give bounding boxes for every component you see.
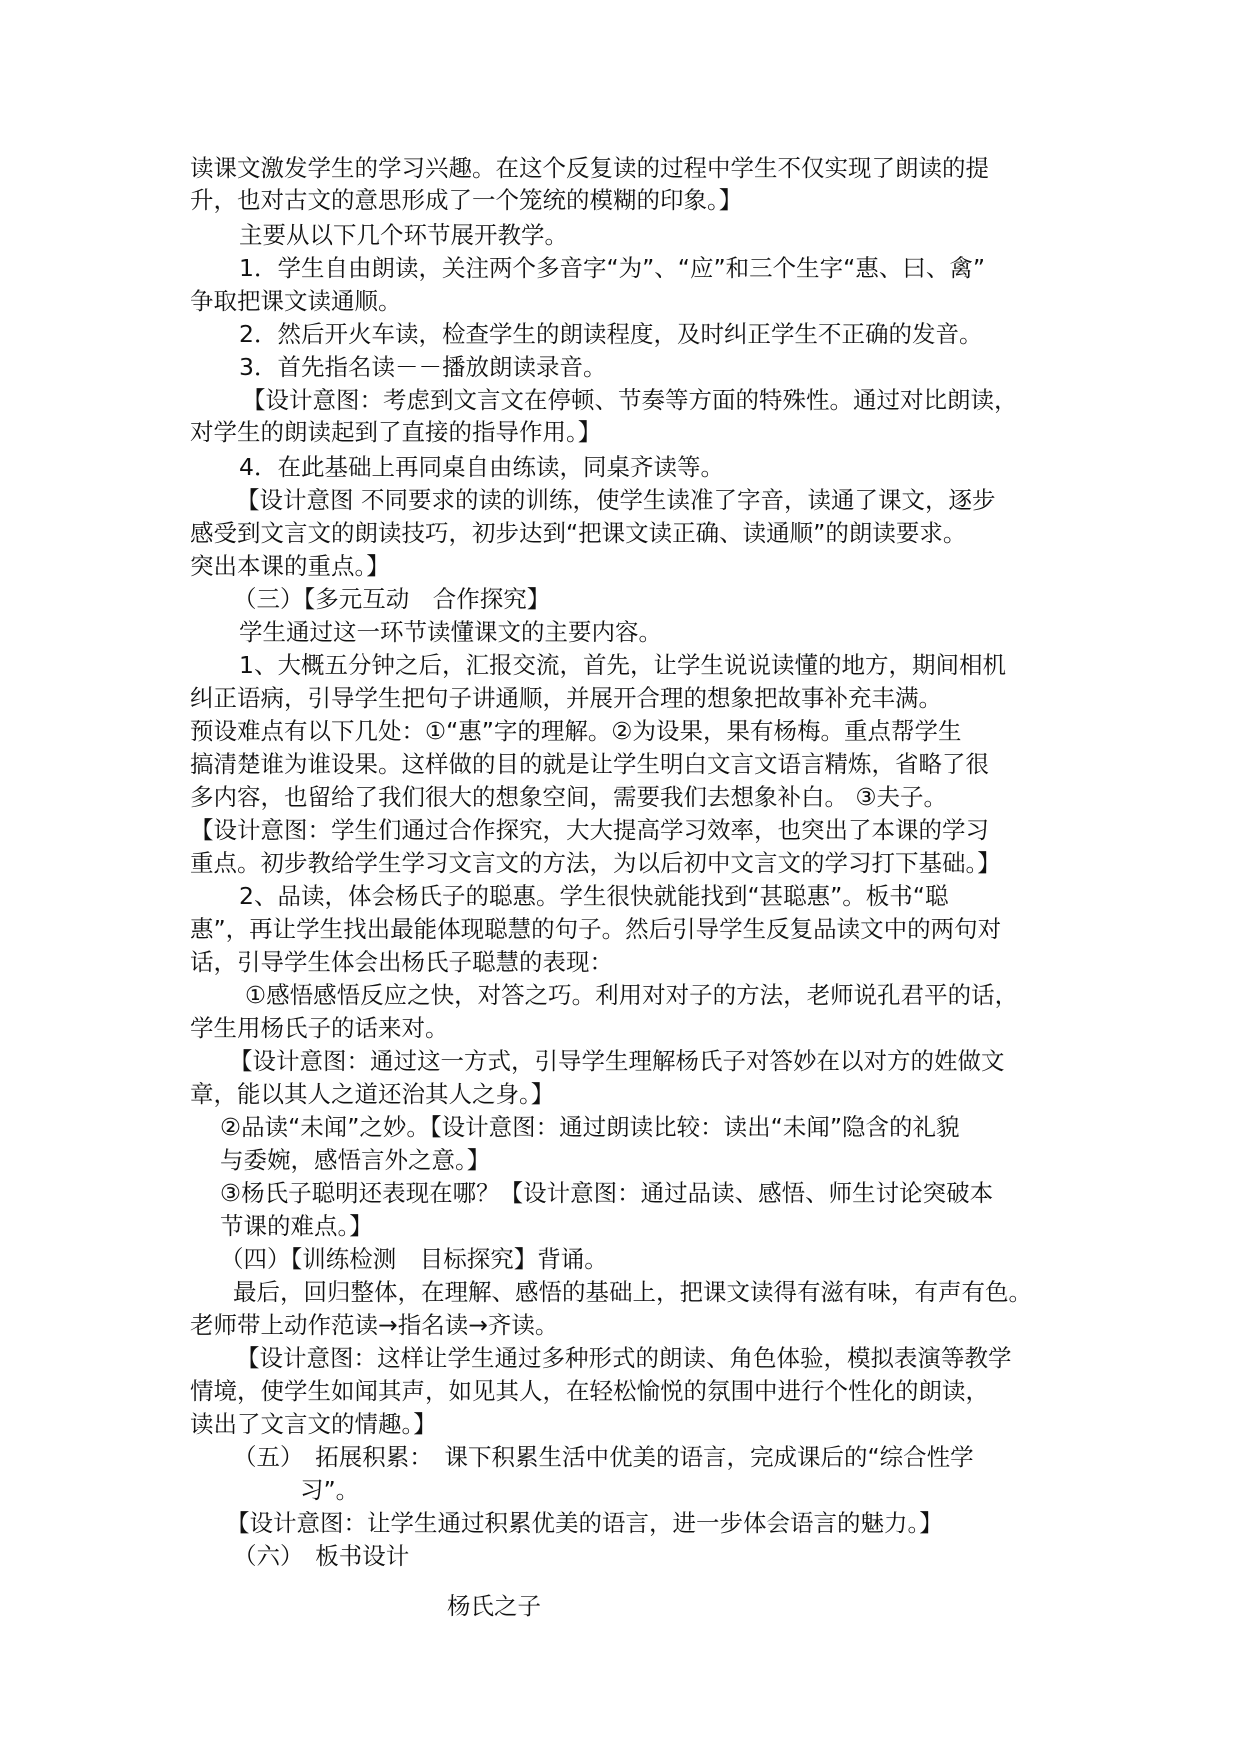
text-line: 【设计意图：这样让学生通过多种形式的朗读、角色体验，模拟表演等教学 bbox=[236, 1344, 1012, 1372]
section-heading: （六） 板书设计 bbox=[233, 1542, 410, 1570]
text-line: ③杨氏子聪明还表现在哪？【设计意图：通过品读、感悟、师生讨论突破本 bbox=[220, 1179, 994, 1207]
text-line: 老师带上动作范读→指名读→齐读。 bbox=[190, 1311, 559, 1339]
text-line: 预设难点有以下几处：①“惠”字的理解。②为设果，果有杨梅。重点帮学生 bbox=[190, 717, 962, 745]
text-line: 学生用杨氏子的话来对。 bbox=[190, 1014, 449, 1042]
section-heading: （五） 拓展积累： 课下积累生活中优美的语言，完成课后的“综合性学 bbox=[233, 1443, 974, 1471]
text-line: 纠正语病，引导学生把句子讲通顺，并展开合理的想象把故事补充丰满。 bbox=[190, 684, 942, 712]
board-design-title: 杨氏之子 bbox=[447, 1592, 541, 1620]
text-line: 3．首先指名读－－播放朗读录音。 bbox=[239, 353, 607, 381]
text-line: 最后，回归整体，在理解、感悟的基础上，把课文读得有滋有味，有声有色。 bbox=[233, 1278, 1032, 1306]
section-heading: （三）【多元互动 合作探究】 bbox=[233, 585, 551, 613]
text-line: 学生通过这一环节读懂课文的主要内容。 bbox=[239, 618, 662, 646]
text-line: 1、大概五分钟之后，汇报交流，首先，让学生说说读懂的地方，期间相机 bbox=[239, 651, 1006, 679]
text-line: 争取把课文读通顺。 bbox=[190, 287, 402, 315]
text-line: 【设计意图：考虑到文言文在停顿、节奏等方面的特殊性。通过对比朗读， bbox=[242, 386, 1018, 414]
text-line: 读出了文言文的情趣。】 bbox=[190, 1410, 437, 1438]
text-line: 惠”，再让学生找出最能体现聪慧的句子。然后引导学生反复品读文中的两句对 bbox=[190, 915, 1002, 943]
text-line: 感受到文言文的朗读技巧，初步达到“把课文读正确、读通顺”的朗读要求。 bbox=[190, 519, 967, 547]
text-line: 节课的难点。】 bbox=[220, 1212, 373, 1240]
text-line: 1．学生自由朗读，关注两个多音字“为”、“应”和三个生字“惠、曰、禽” bbox=[239, 254, 985, 282]
text-line: ②品读“未闻”之妙。【设计意图：通过朗读比较：读出“未闻”隐含的礼貌 bbox=[220, 1113, 960, 1141]
text-line: 升，也对古文的意思形成了一个笼统的模糊的印象。】 bbox=[190, 186, 743, 214]
text-line: 主要从以下几个环节展开教学。 bbox=[239, 221, 568, 249]
section-heading: （四）【训练检测 目标探究】背诵。 bbox=[220, 1245, 608, 1273]
text-line: 对学生的朗读起到了直接的指导作用。】 bbox=[190, 418, 602, 446]
text-line: ①感悟感悟反应之快，对答之巧。利用对对子的方法，老师说孔君平的话， bbox=[245, 981, 1019, 1009]
text-line: 【设计意图：让学生通过积累优美的语言，进一步体会语言的魅力。】 bbox=[226, 1509, 943, 1537]
text-line: 话，引导学生体会出杨氏子聪慧的表现： bbox=[190, 948, 613, 976]
text-line: 突出本课的重点。】 bbox=[190, 552, 390, 580]
text-line: 读课文激发学生的学习兴趣。在这个反复读的过程中学生不仅实现了朗读的提 bbox=[190, 154, 989, 182]
text-line: 习”。 bbox=[300, 1476, 360, 1504]
text-line: 与委婉，感悟言外之意。】 bbox=[220, 1146, 491, 1174]
text-line: 多内容，也留给了我们很大的想象空间，需要我们去想象补白。 ③夫子。 bbox=[190, 783, 948, 811]
text-line: 【设计意图：通过这一方式，引导学生理解杨氏子对答妙在以对方的姓做文 bbox=[229, 1047, 1005, 1075]
text-line: 2、品读，体会杨氏子的聪惠。学生很快就能找到“甚聪惠”。板书“聪 bbox=[239, 882, 949, 910]
text-line: 情境，使学生如闻其声，如见其人，在轻松愉悦的氛围中进行个性化的朗读， bbox=[190, 1377, 989, 1405]
text-line: 2．然后开火车读，检查学生的朗读程度，及时纠正学生不正确的发音。 bbox=[239, 320, 983, 348]
text-line: 【设计意图 不同要求的读的训练，使学生读准了字音，读通了课文，逐步 bbox=[236, 486, 996, 514]
text-line: 重点。初步教给学生学习文言文的方法，为以后初中文言文的学习打下基础。】 bbox=[190, 849, 1001, 877]
text-line: 4．在此基础上再同桌自由练读，同桌齐读等。 bbox=[239, 453, 724, 481]
text-line: 章，能以其人之道还治其人之身。】 bbox=[190, 1080, 555, 1108]
text-line: 【设计意图：学生们通过合作探究，大大提高学习效率，也突出了本课的学习 bbox=[190, 816, 989, 844]
text-line: 搞清楚谁为谁设果。这样做的目的就是让学生明白文言文语言精炼，省略了很 bbox=[190, 750, 989, 778]
